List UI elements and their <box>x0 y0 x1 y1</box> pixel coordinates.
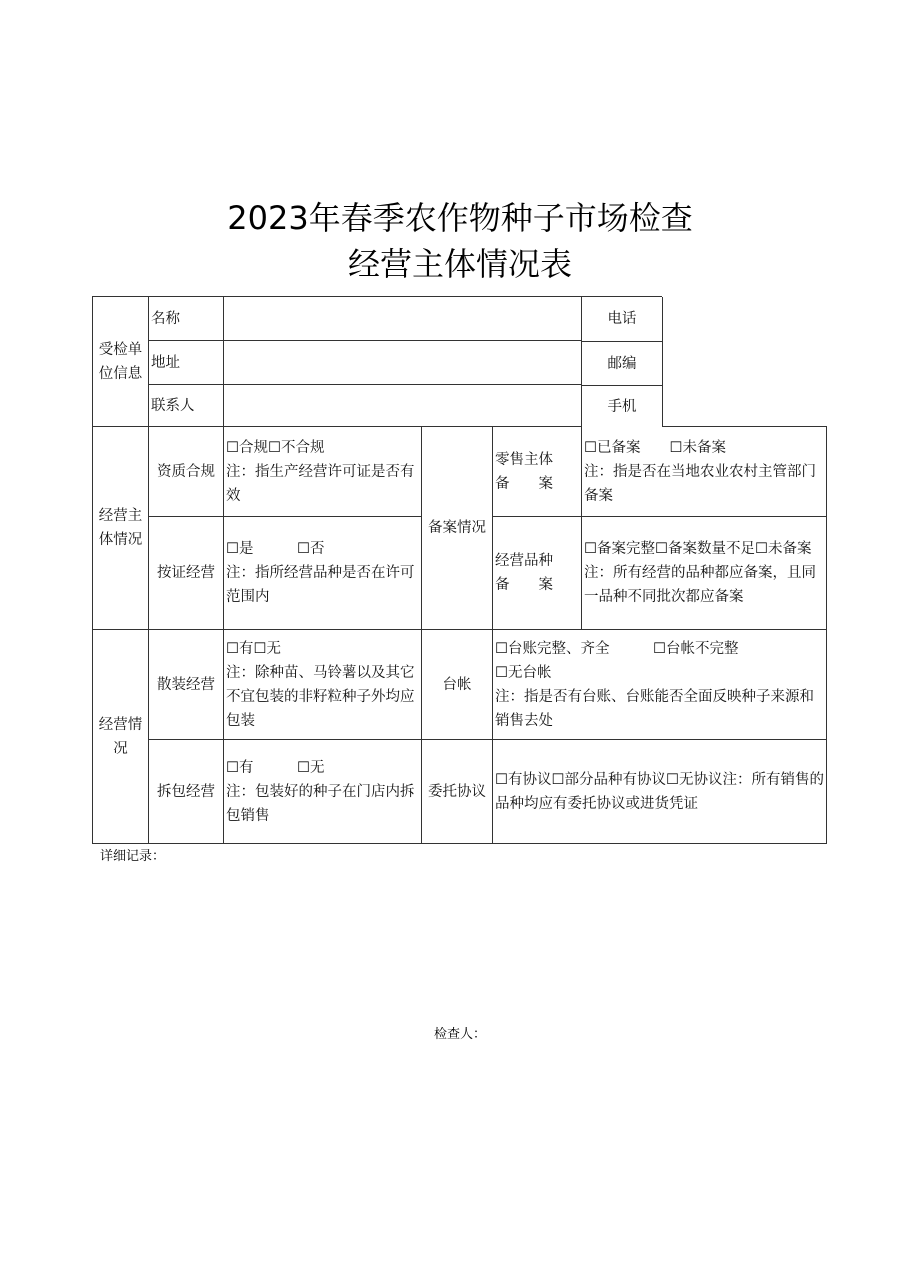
filing-label: 备案情况 <box>422 427 493 630</box>
operation-section-label: 经营主体情况 <box>93 427 149 630</box>
bulk-cell[interactable] <box>224 630 422 740</box>
ledger-note: 注：指是否有台账、台账能否全面反映种子来源和销售去处 <box>495 688 814 729</box>
variety-filing-label-cell <box>493 517 582 630</box>
unit-info-section-label: 受检单位信息 <box>93 297 149 427</box>
retail-filing-cell[interactable] <box>582 427 827 517</box>
bulk-note: 注：除种苗、马铃薯以及其它不宜包装的非籽粒种子外均应包装 <box>226 664 415 729</box>
qualification-options[interactable]: ☐合规☐不合规 <box>226 439 325 456</box>
page-title: 2023年春季农作物种子市场检查 <box>227 199 693 237</box>
ledger-options[interactable]: ☐台账完整、齐全 ☐台帐不完整 <box>495 640 739 657</box>
contact-label: 联系人 <box>149 385 224 427</box>
qualification-cell[interactable] <box>224 427 422 517</box>
detail-record-label: 详细记录： <box>100 849 166 864</box>
license-note: 注：指所经营品种是否在许可范围内 <box>226 565 415 605</box>
variety-filing-note: 注：所有经营的品种都应备案，且同一品种不同批次都应备案 <box>584 565 816 605</box>
bulk-options[interactable]: ☐有☐无 <box>226 640 281 657</box>
retail-filing-label: 零售主体 <box>495 451 553 468</box>
ledger-cell[interactable] <box>493 630 827 740</box>
unpack-cell[interactable] <box>224 740 422 844</box>
business-section-label: 经营情况 <box>93 630 149 844</box>
agreement-label: 委托协议 <box>422 740 493 844</box>
license-options[interactable]: ☐是 ☐否 <box>226 541 325 557</box>
unpack-note: 注：包装好的种子在门店内拆包销售 <box>226 783 415 824</box>
postcode-label: 邮编 <box>581 341 663 386</box>
address-label: 地址 <box>149 341 224 385</box>
retail-filing-label-cell <box>493 427 582 517</box>
retail-filing-label-2: 备 案 <box>495 475 553 492</box>
ledger-options-2[interactable]: ☐无台帐 <box>495 664 552 681</box>
page-subtitle: 经营主体情况表 <box>347 245 572 283</box>
phone-label: 电话 <box>581 297 663 341</box>
variety-filing-label: 经营品种 <box>495 553 553 569</box>
qualification-note: 注：指生产经营许可证是否有效 <box>226 463 415 504</box>
variety-filing-cell[interactable] <box>582 517 827 630</box>
retail-filing-options[interactable]: ☐已备案 ☐未备案 <box>584 439 726 456</box>
unpack-label: 拆包经营 <box>149 740 224 844</box>
mobile-label: 手机 <box>581 385 663 427</box>
agreement-cell[interactable] <box>493 740 827 844</box>
variety-filing-options[interactable]: ☐备案完整☐备案数量不足☐未备案 <box>584 541 812 557</box>
qualification-label: 资质合规 <box>149 427 224 517</box>
license-label: 按证经营 <box>149 517 224 630</box>
license-cell[interactable] <box>224 517 422 630</box>
agreement-text[interactable]: ☐有协议☐部分品种有协议☐无协议注：所有销售的品种均应有委托协议或进货凭证 <box>495 771 824 812</box>
bulk-label: 散装经营 <box>149 630 224 740</box>
retail-filing-note: 注：指是否在当地农业农村主管部门备案 <box>584 463 816 504</box>
ledger-label: 台帐 <box>422 630 493 740</box>
unpack-options[interactable]: ☐有 ☐无 <box>226 759 325 776</box>
inspector-label: 检查人： <box>434 1027 487 1042</box>
variety-filing-label-2: 备 案 <box>495 577 553 593</box>
name-label: 名称 <box>149 297 224 341</box>
inspection-form <box>92 296 827 844</box>
